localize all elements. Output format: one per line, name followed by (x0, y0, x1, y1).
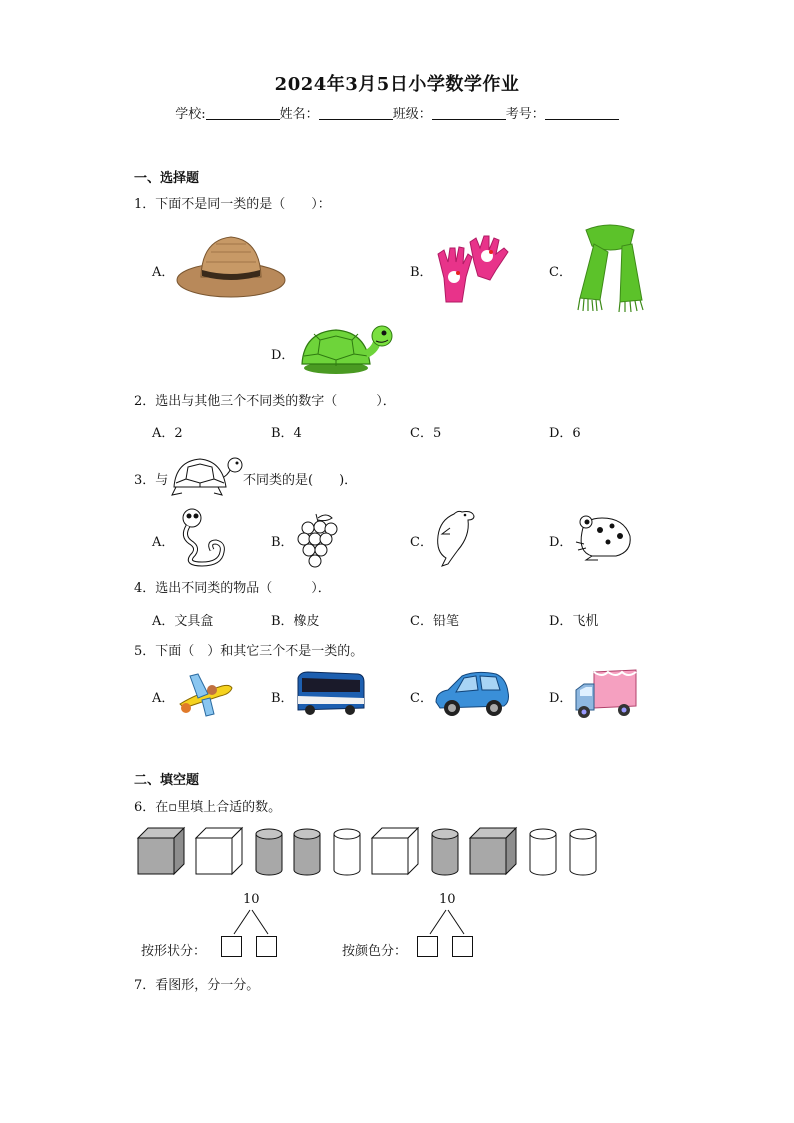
frog-image (572, 512, 634, 562)
school-blank[interactable] (206, 107, 280, 120)
car-image (432, 668, 512, 720)
tree1-branches (228, 908, 274, 936)
question-3-stem-after: 不同类的是( )． (243, 473, 358, 488)
question-4-stem: 4．选出不同类的物品（ ）． (134, 581, 331, 596)
q4-option-c[interactable]: C．铅笔 (410, 614, 459, 629)
question-2-stem: 2．选出与其他三个不同类的数字（ ）． (134, 394, 396, 409)
tree2-branches (424, 908, 470, 936)
cube-white (196, 828, 242, 874)
tree2-answer-box-left[interactable] (417, 936, 438, 957)
student-info-line (0, 103, 794, 122)
exam-number-label: 考号： (505, 107, 545, 122)
q5-option-c-label: C． (410, 691, 433, 706)
cylinder-gray (294, 829, 320, 875)
q1-option-a-label: A． (152, 265, 175, 280)
shapes-row (134, 826, 604, 878)
tree2-answer-box-right[interactable] (452, 936, 473, 957)
tree1-label: 按形状分： (141, 944, 207, 959)
class-blank[interactable] (432, 107, 506, 120)
q4-option-b[interactable]: B．橡皮 (271, 614, 320, 629)
section-heading-fill: 二、填空题 (134, 773, 200, 788)
dolphin-image (432, 506, 478, 570)
q4-option-a[interactable]: A．文具盒 (152, 614, 214, 629)
q2-option-c[interactable]: C．5 (410, 426, 442, 441)
snake-image (176, 508, 228, 568)
tree1-answer-box-left[interactable] (221, 936, 242, 957)
tree2-label: 按颜色分： (342, 944, 408, 959)
q1-option-b-label: B． (410, 265, 433, 280)
section-heading-choice: 一、选择题 (134, 171, 200, 186)
class-label: 班级： (392, 107, 432, 122)
turtle-outline-image (170, 455, 244, 497)
q2-option-d[interactable]: D．6 (549, 426, 581, 441)
school-label: 学校: (175, 107, 206, 122)
q5-option-b-label: B． (271, 691, 294, 706)
tree1-total: 10 (243, 892, 260, 907)
exam-number-blank[interactable] (545, 107, 619, 120)
truck-image (572, 668, 638, 722)
q5-option-d-label: D． (549, 691, 573, 706)
question-3-stem-before: 3．与 (134, 473, 169, 488)
q1-option-c-label: C． (549, 265, 572, 280)
cube-gray (470, 828, 516, 874)
question-1-stem: 1．下面不是同一类的是（ ）： (134, 197, 331, 212)
q5-option-a-label: A． (152, 691, 175, 706)
cylinder-gray (256, 829, 282, 875)
name-blank[interactable] (319, 107, 393, 120)
cube-gray (138, 828, 184, 874)
tree1-answer-box-right[interactable] (256, 936, 277, 957)
q3-option-d-label: D． (549, 535, 573, 550)
q3-option-b-label: B． (271, 535, 294, 550)
q2-option-a[interactable]: A．2 (152, 426, 183, 441)
turtle-color-image (296, 324, 394, 376)
question-5-stem: 5．下面（ ）和其它三个不是一类的。 (134, 644, 364, 659)
q2-option-b[interactable]: B．4 (271, 426, 302, 441)
cylinder-white (530, 829, 556, 875)
grapes-image (296, 510, 340, 570)
q3-option-a-label: A． (152, 535, 175, 550)
q4-option-d[interactable]: D．飞机 (549, 614, 599, 629)
q1-option-d-label: D． (271, 348, 295, 363)
scarf-image (572, 222, 650, 314)
gloves-image (434, 232, 514, 304)
question-7-stem: 7．看图形，分一分。 (134, 978, 260, 993)
cylinder-gray (432, 829, 458, 875)
q3-option-c-label: C． (410, 535, 433, 550)
cylinder-white (570, 829, 596, 875)
bus-image (294, 670, 366, 718)
airplane-image (176, 668, 236, 718)
cylinder-white (334, 829, 360, 875)
question-6-stem: 6．在▫里填上合适的数。 (134, 800, 282, 815)
page-title: 2024年3月5日小学数学作业 (274, 74, 520, 95)
tree2-total: 10 (439, 892, 456, 907)
name-label: 姓名： (279, 107, 319, 122)
hat-image (176, 232, 286, 300)
cube-white (372, 828, 418, 874)
